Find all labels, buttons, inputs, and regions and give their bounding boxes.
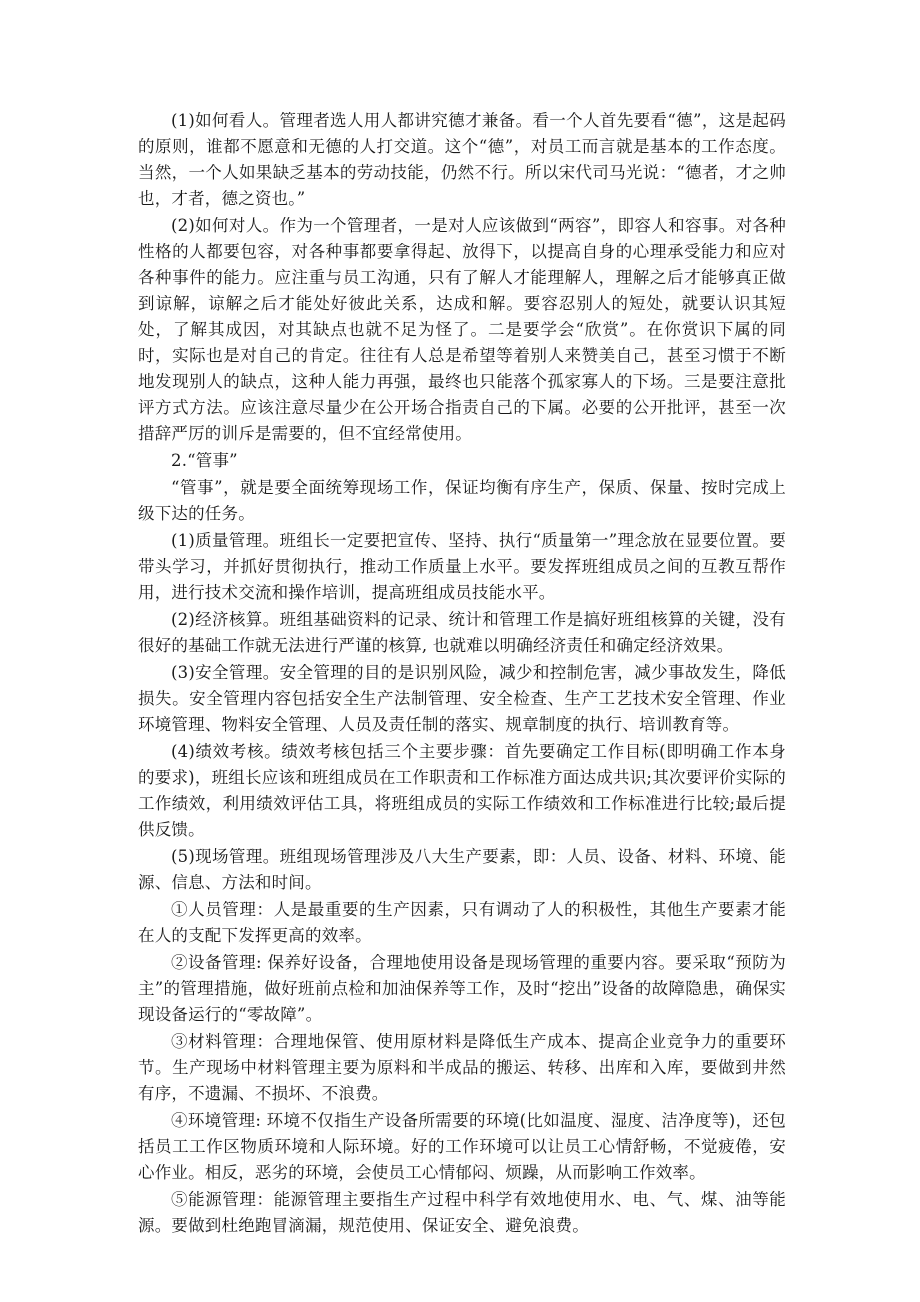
- paragraph-personnel-management: ①人员管理：人是最重要的生产因素，只有调动了人的积极性，其他生产要素才能在人的支配下发挥更高的效率。: [138, 900, 786, 945]
- paragraph-material-management: ③材料管理：合理地保管、使用原材料是降低生产成本、提高企业竞争力的重要环节。生产现场中材料管理主要为原料和半成品的搬运、转移、出库和入库，要做到井然有序，不遗漏、不损坏、不浪费。: [138, 1032, 786, 1103]
- paragraph-how-to-see-people: (1)如何看人。管理者选人用人都讲究德才兼备。看一个人首先要看“德”，这是起码的原则，谁都不愿意和无德的人打交道。这个“德”，对员工而言就是基本的工作态度。当然，一个人如果缺乏基本的劳动技能，仍然不行。所以宋代司马光说：“德者，才之帅也，才者，德之资也。”: [138, 111, 786, 208]
- paragraph-site-management: (5)现场管理。班组现场管理涉及八大生产要素，即：人员、设备、材料、环境、能源、信息、方法和时间。: [138, 847, 786, 892]
- paragraph-economic-accounting: (2)经济核算。班组基础资料的记录、统计和管理工作是搞好班组核算的关键，没有很好的基础工作就无法进行严谨的核算, 也就难以明确经济责任和确定经济效果。: [138, 610, 786, 655]
- paragraph-equipment-management: ②设备管理: 保养好设备，合理地使用设备是现场管理的重要内容。要采取“预防为主”的管理措施，做好班前点检和加油保养等工作，及时“挖出”设备的故障隐患，确保实现设备运行的“零故障”。: [138, 953, 786, 1024]
- document-body: [138, 108, 786, 1240]
- paragraph-environment-management: ④环境管理: 环境不仅指生产设备所需要的环境(比如温度、湿度、洁净度等)，还包括员工工作区物质环境和人际环境。好的工作环境可以让员工心情舒畅，不觉疲倦，安心作业。相反，恶劣的环境，会使员工心情郁闷、烦躁，从而影响工作效率。: [138, 1111, 786, 1182]
- section-heading-manage-affairs: 2.“管事”: [171, 451, 238, 470]
- paragraph-manage-affairs-intro: “管事”，就是要全面统筹现场工作，保证均衡有序生产，保质、保量、按时完成上级下达的任务。: [138, 478, 786, 523]
- paragraph-energy-management: ⑤能源管理：能源管理主要指生产过程中科学有效地使用水、电、气、煤、油等能源。要做到杜绝跑冒滴漏，规范使用、保证安全、避免浪费。: [138, 1190, 786, 1235]
- paragraph-safety-management: (3)安全管理。安全管理的目的是识别风险，减少和控制危害，减少事故发生，降低损失。安全管理内容包括安全生产法制管理、安全检查、生产工艺技术安全管理、作业环境管理、物料安全管理、人员及责任制的落实、规章制度的执行、培训教育等。: [138, 663, 786, 734]
- paragraph-quality-management: (1)质量管理。班组长一定要把宣传、坚持、执行“质量第一”理念放在显要位置。要带头学习，并抓好贯彻执行，推动工作质量上水平。要发挥班组成员之间的互教互帮作用，进行技术交流和操作培训，提高班组成员技能水平。: [138, 531, 786, 602]
- paragraph-performance-assessment: (4)绩效考核。绩效考核包括三个主要步骤：首先要确定工作目标(即明确工作本身的要求)，班组长应该和班组成员在工作职责和工作标准方面达成共识;其次要评价实际的工作绩效，利用绩效评估工具，将班组成员的实际工作绩效和工作标准进行比较;最后提供反馈。: [138, 742, 786, 839]
- paragraph-how-to-treat-people: (2)如何对人。作为一个管理者，一是对人应该做到“两容”，即容人和容事。对各种性格的人都要包容，对各种事都要拿得起、放得下，以提高自身的心理承受能力和应对各种事件的能力。应注重与员工沟通，只有了解人才能理解人，理解之后才能够真正做到谅解，谅解之后才能处好彼此关系，达成和解。要容忍别人的短处，就要认识其短处，了解其成因，对其缺点也就不足为怪了。二是要学会“欣赏”。在你赏识下属的同时，实际也是对自己的肯定。往往有人总是希望等着别人来赞美自己，甚至习惯于不断地发现别人的缺点，这种人能力再强，最终也只能落个孤家寡人的下场。三是要注意批评方式方法。应该注意尽量少在公开场合指责自己的下属。必要的公开批评，甚至一次措辞严厉的训斥是需要的，但不宜经常使用。: [138, 216, 786, 443]
